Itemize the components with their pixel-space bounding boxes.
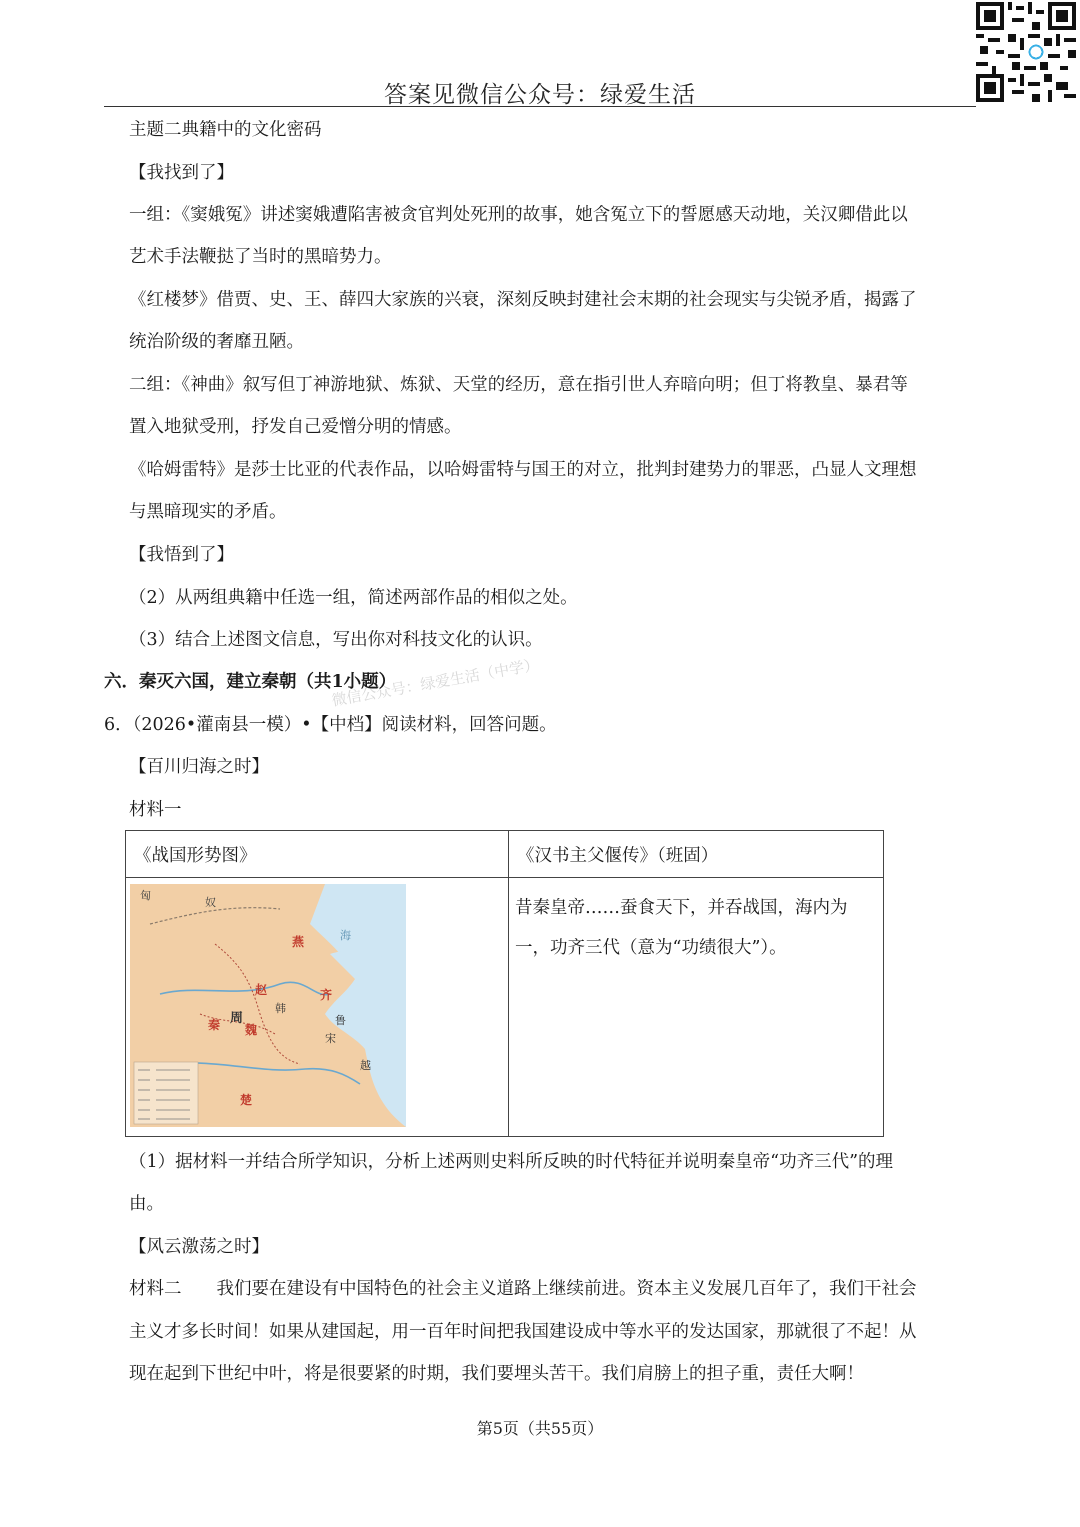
page-number: 第5页（共55页） xyxy=(476,1419,604,1438)
text-line: 一组：《窦娥冤》讲述窦娥遭陷害被贪官判处死刑的故事，她含冤立下的誓愿感天动地，关汉卿借此以 xyxy=(129,205,908,225)
text-line: 由。 xyxy=(129,1194,164,1214)
material-table xyxy=(125,830,884,1137)
map-label-xiong: 匈 xyxy=(140,889,151,902)
text-line: 二组：《神曲》叙写但丁神游地狱、炼狱、天堂的经历，意在指引世人弃暗向明；但丁将教皇、暴君等 xyxy=(129,375,908,395)
map-cell xyxy=(126,878,509,1137)
text-line: 《红楼梦》借贾、史、王、薛四大家族的兴衰，深刻反映封建社会末期的社会现实与尖锐矛盾，揭露了 xyxy=(129,290,917,310)
text-line: 《哈姆雷特》是莎士比亚的代表作品，以哈姆雷特与国王的对立，批判封建势力的罪恶，凸显人文理想 xyxy=(129,460,917,480)
text-line: （3）结合上述图文信息，写出你对科技文化的认识。 xyxy=(129,630,543,650)
text-line: 【我悟到了】 xyxy=(129,545,234,565)
text-line: 现在起到下世纪中叶，将是很要紧的时期，我们要埋头苦干。我们肩膀上的担子重，责任大啊！ xyxy=(129,1364,864,1384)
map-label-qi: 齐 xyxy=(320,988,333,1002)
map-label-chu: 楚 xyxy=(240,1093,253,1107)
text-line: 与黑暗现实的矛盾。 xyxy=(129,502,287,522)
map-label-nu: 奴 xyxy=(205,896,216,909)
map-label-han: 韩 xyxy=(275,1002,286,1015)
map-label-song: 宋 xyxy=(325,1032,336,1045)
map-label-wei: 魏 xyxy=(245,1023,258,1037)
text-line: 材料一 xyxy=(129,800,182,820)
table-header-map: 《战国形势图》 xyxy=(126,831,509,878)
map-label-sea: 海 xyxy=(340,929,351,942)
text-line: 【我找到了】 xyxy=(129,163,234,183)
map-label-qin: 秦 xyxy=(208,1018,221,1032)
header-divider xyxy=(104,106,976,107)
watermark: 微信公众号：绿爱生活（中学） xyxy=(330,655,541,710)
text-line: 统治阶级的奢靡丑陋。 xyxy=(129,332,304,352)
header-title: 答案见微信公众号：绿爱生活 xyxy=(384,82,696,108)
map-label-yan: 燕 xyxy=(292,935,305,949)
text-line: 主题二典籍中的文化密码 xyxy=(129,120,322,140)
text-line: 六．秦灭六国，建立秦朝（共1小题） xyxy=(104,672,397,692)
text-line: 【百川归海之时】 xyxy=(129,757,269,777)
source-quote: 昔秦皇帝……蚕食天下，并吞战国，海内为一，功齐三代（意为“功绩很大”）。 xyxy=(509,878,884,1137)
map-label-lu: 鲁 xyxy=(335,1014,346,1027)
map-label-yue: 越 xyxy=(360,1059,371,1072)
text-line: （2）从两组典籍中任选一组，简述两部作品的相似之处。 xyxy=(129,588,578,608)
map-label-zhou: 周 xyxy=(230,1011,244,1026)
text-line: 6．（2026•灌南县一模）•【中档】阅读材料，回答问题。 xyxy=(104,715,557,735)
text-line: 材料二 我们要在建设有中国特色的社会主义道路上继续前进。资本主义发展几百年了，我们干社会 xyxy=(129,1279,917,1299)
text-line: 【风云激荡之时】 xyxy=(129,1237,269,1257)
text-line: 艺术手法鞭挞了当时的黑暗势力。 xyxy=(129,247,392,267)
text-line: （1）据材料一并结合所学知识，分析上述两则史料所反映的时代特征并说明秦皇帝“功齐三代”的理 xyxy=(129,1152,894,1172)
text-line: 主义才多长时间！如果从建国起，用一百年时间把我国建设成中等水平的发达国家，那就很了不起！从 xyxy=(129,1322,917,1342)
table-header-source: 《汉书主父偃传》（班固） xyxy=(509,831,884,878)
map-label-zhao: 赵 xyxy=(255,983,268,997)
text-line: 置入地狱受刑，抒发自己爱憎分明的情感。 xyxy=(129,417,462,437)
warring-states-map xyxy=(130,884,406,1127)
